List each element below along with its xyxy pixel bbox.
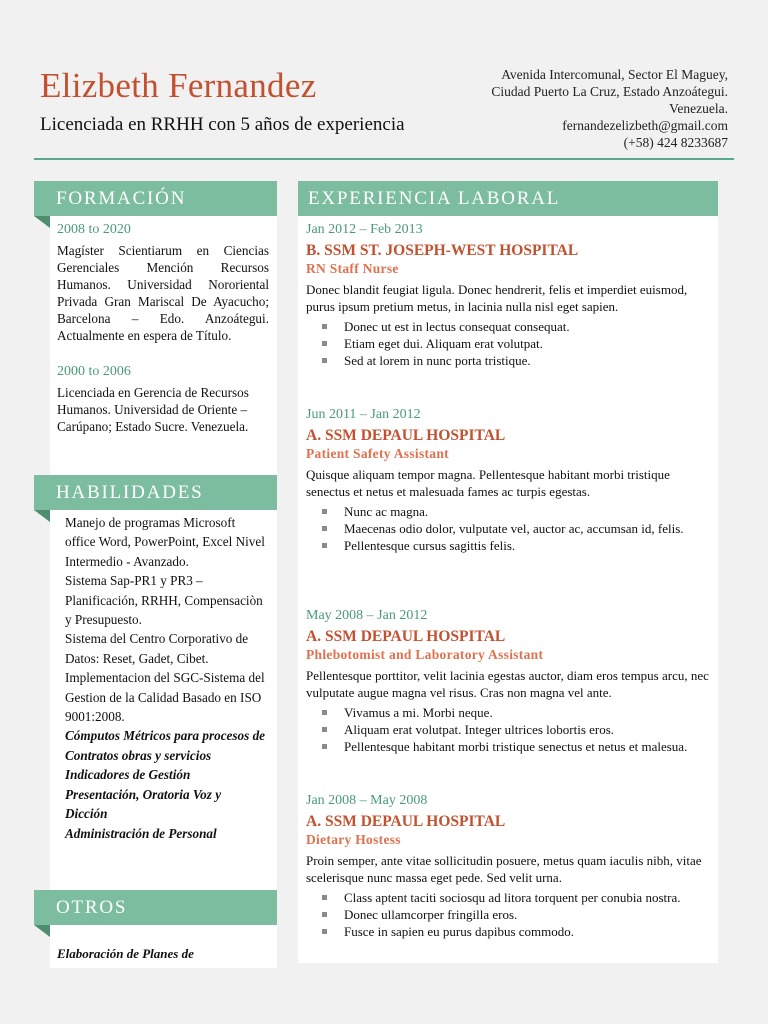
ribbon-fold (34, 510, 50, 522)
job-bullets (306, 889, 710, 940)
job-description: Pellentesque porttitor, velit lacinia egestas auctor, diam eros tempus arcu, nec vulputate augue magna vel risus. Cras non magna vel ante. (306, 668, 709, 700)
job-description: Proin semper, ante vitae sollicitudin posuere, metus quam iaculis nibh, vitae scelerisque nunc massa eget pede. Sed velit urna. (306, 853, 702, 885)
job-company: A. SSM DEPAUL HOSPITAL (306, 427, 506, 444)
section-heading-experiencia: EXPERIENCIA LABORAL (298, 181, 718, 216)
job-description: Donec blandit feugiat ligula. Donec hendrerit, felis et imperdiet euismod, purus ipsum pretium metus, in lacinia nulla nisl eget sapien. (306, 282, 688, 314)
bullet-icon (322, 727, 327, 732)
bullet-text: Fusce in sapien eu purus dapibus commodo. (344, 924, 574, 939)
list-item (306, 520, 710, 537)
bullet-text: Pellentesque cursus sagittis felis. (344, 538, 516, 553)
bullet-icon (322, 929, 327, 934)
job-company: A. SSM DEPAUL HOSPITAL (306, 628, 506, 645)
education-entry (57, 364, 269, 435)
person-name: Elizbeth Fernandez (40, 66, 317, 105)
bullet-icon (322, 710, 327, 715)
job-role: Phlebotomist and Laboratory Assistant (306, 647, 544, 662)
skill-item: Sistema Sap-PR1 y PR3 – Planificación, RRHH, Compensaciòn y Presupuesto. (65, 573, 263, 628)
email-address[interactable]: fernandezelizbeth@gmail.com (562, 118, 728, 133)
job-bullets (306, 318, 710, 369)
list-item (306, 537, 710, 554)
bullet-icon (322, 526, 327, 531)
otros-text: Elaboración de Planes de (57, 946, 194, 961)
skill-item: Indicadores de Gestión (65, 767, 191, 783)
section-heading-formacion: FORMACIÓN (34, 181, 277, 216)
bullet-icon (322, 358, 327, 363)
job-date: Jan 2012 – Feb 2013 (306, 222, 423, 237)
job-entry (306, 222, 710, 369)
bullet-text: Class aptent taciti sociosqu ad litora torquent per conubia nostra. (344, 890, 681, 905)
job-entry (306, 793, 710, 940)
job-role: RN Staff Nurse (306, 261, 399, 276)
headline: Licenciada en RRHH con 5 años de experiencia (40, 114, 405, 135)
education-date: 2000 to 2006 (57, 364, 131, 379)
job-role: Patient Safety Assistant (306, 446, 449, 461)
job-company: A. SSM DEPAUL HOSPITAL (306, 813, 506, 830)
bullet-text: Vivamus a mi. Morbi neque. (344, 705, 493, 720)
list-item (306, 335, 710, 352)
skill-item: Implementacion del SGC-Sistema del Gestion de la Calidad Basado en ISO 9001:2008. (65, 670, 265, 725)
bullet-text: Etiam eget dui. Aliquam erat volutpat. (344, 336, 543, 351)
address-line-1: Avenida Intercomunal, Sector El Maguey, (501, 67, 728, 82)
phone-number: (+58) 424 8233687 (623, 135, 728, 150)
list-item (306, 352, 710, 369)
bullet-icon (322, 509, 327, 514)
skill-item: Presentación, Oratoria Voz y Dicción (65, 786, 222, 822)
bullet-text: Nunc ac magna. (344, 504, 429, 519)
education-date: 2008 to 2020 (57, 222, 131, 237)
bullet-text: Sed at lorem in nunc porta tristique. (344, 353, 531, 368)
job-entry (306, 407, 710, 554)
list-item (306, 889, 710, 906)
bullet-text: Donec ullamcorper fringilla eros. (344, 907, 518, 922)
list-item (306, 738, 710, 755)
header-divider (34, 158, 734, 160)
skill-item: Manejo de programas Microsoft office Word, PowerPoint, Excel Nivel Intermedio - Avanzado. (65, 515, 265, 569)
list-item (306, 721, 710, 738)
list-item (306, 906, 710, 923)
job-company: B. SSM ST. JOSEPH-WEST HOSPITAL (306, 242, 579, 259)
bullet-icon (322, 744, 327, 749)
job-date: Jun 2011 – Jan 2012 (306, 407, 421, 422)
bullet-icon (322, 912, 327, 917)
job-description: Quisque aliquam tempor magna. Pellentesque habitant morbi tristique senectus et netus et malesuada fames ac turpis egestas. (306, 467, 670, 499)
section-heading-otros: OTROS (34, 890, 277, 925)
bullet-text: Donec ut est in lectus consequat consequat. (344, 319, 570, 334)
job-date: May 2008 – Jan 2012 (306, 608, 428, 623)
bullet-icon (322, 341, 327, 346)
job-bullets (306, 503, 710, 554)
bullet-text: Maecenas odio dolor, vulputate vel, auctor ac, accumsan id, felis. (344, 521, 684, 536)
list-item (306, 318, 710, 335)
bullet-icon (322, 895, 327, 900)
job-role: Dietary Hostess (306, 832, 401, 847)
ribbon-fold (34, 216, 50, 228)
list-item (306, 503, 710, 520)
skill-item: Administración de Personal (65, 825, 217, 841)
section-heading-habilidades: HABILIDADES (34, 475, 277, 510)
contact-info (491, 66, 728, 151)
bullet-text: Pellentesque habitant morbi tristique senectus et netus et malesua. (344, 739, 688, 754)
skill-item: Cómputos Métricos para procesos de Contratos obras y servicios (65, 728, 266, 763)
ribbon-fold (34, 925, 50, 937)
list-item (306, 923, 710, 940)
skills-list (65, 513, 265, 843)
list-item (306, 704, 710, 721)
job-date: Jan 2008 – May 2008 (306, 793, 428, 808)
education-entry (57, 222, 269, 344)
resume-header (0, 0, 768, 160)
address-country: Venezuela. (669, 101, 728, 116)
bullet-icon (322, 543, 327, 548)
skill-item: Sistema del Centro Corporativo de Datos: Reset, Gadet, Cibet. (65, 631, 249, 666)
education-text: Magíster Scientiarum en Ciencias Gerenciales Mención Recursos Humanos. Universidad Nororiental Privada Gran Mariscal De Ayacucho; Barcelona – Edo. Anzoátegui. Actualmente en espera de Título. (57, 243, 269, 343)
address-line-2: Ciudad Puerto La Cruz, Estado Anzoátegui. (491, 84, 728, 99)
bullet-text: Aliquam erat volutpat. Integer ultrices lobortis eros. (344, 722, 615, 737)
education-text: Licenciada en Gerencia de Recursos Humanos. Universidad de Oriente – Carúpano; Estado Sucre. Venezuela. (57, 385, 249, 434)
job-entry (306, 608, 710, 755)
bullet-icon (322, 324, 327, 329)
job-bullets (306, 704, 710, 755)
